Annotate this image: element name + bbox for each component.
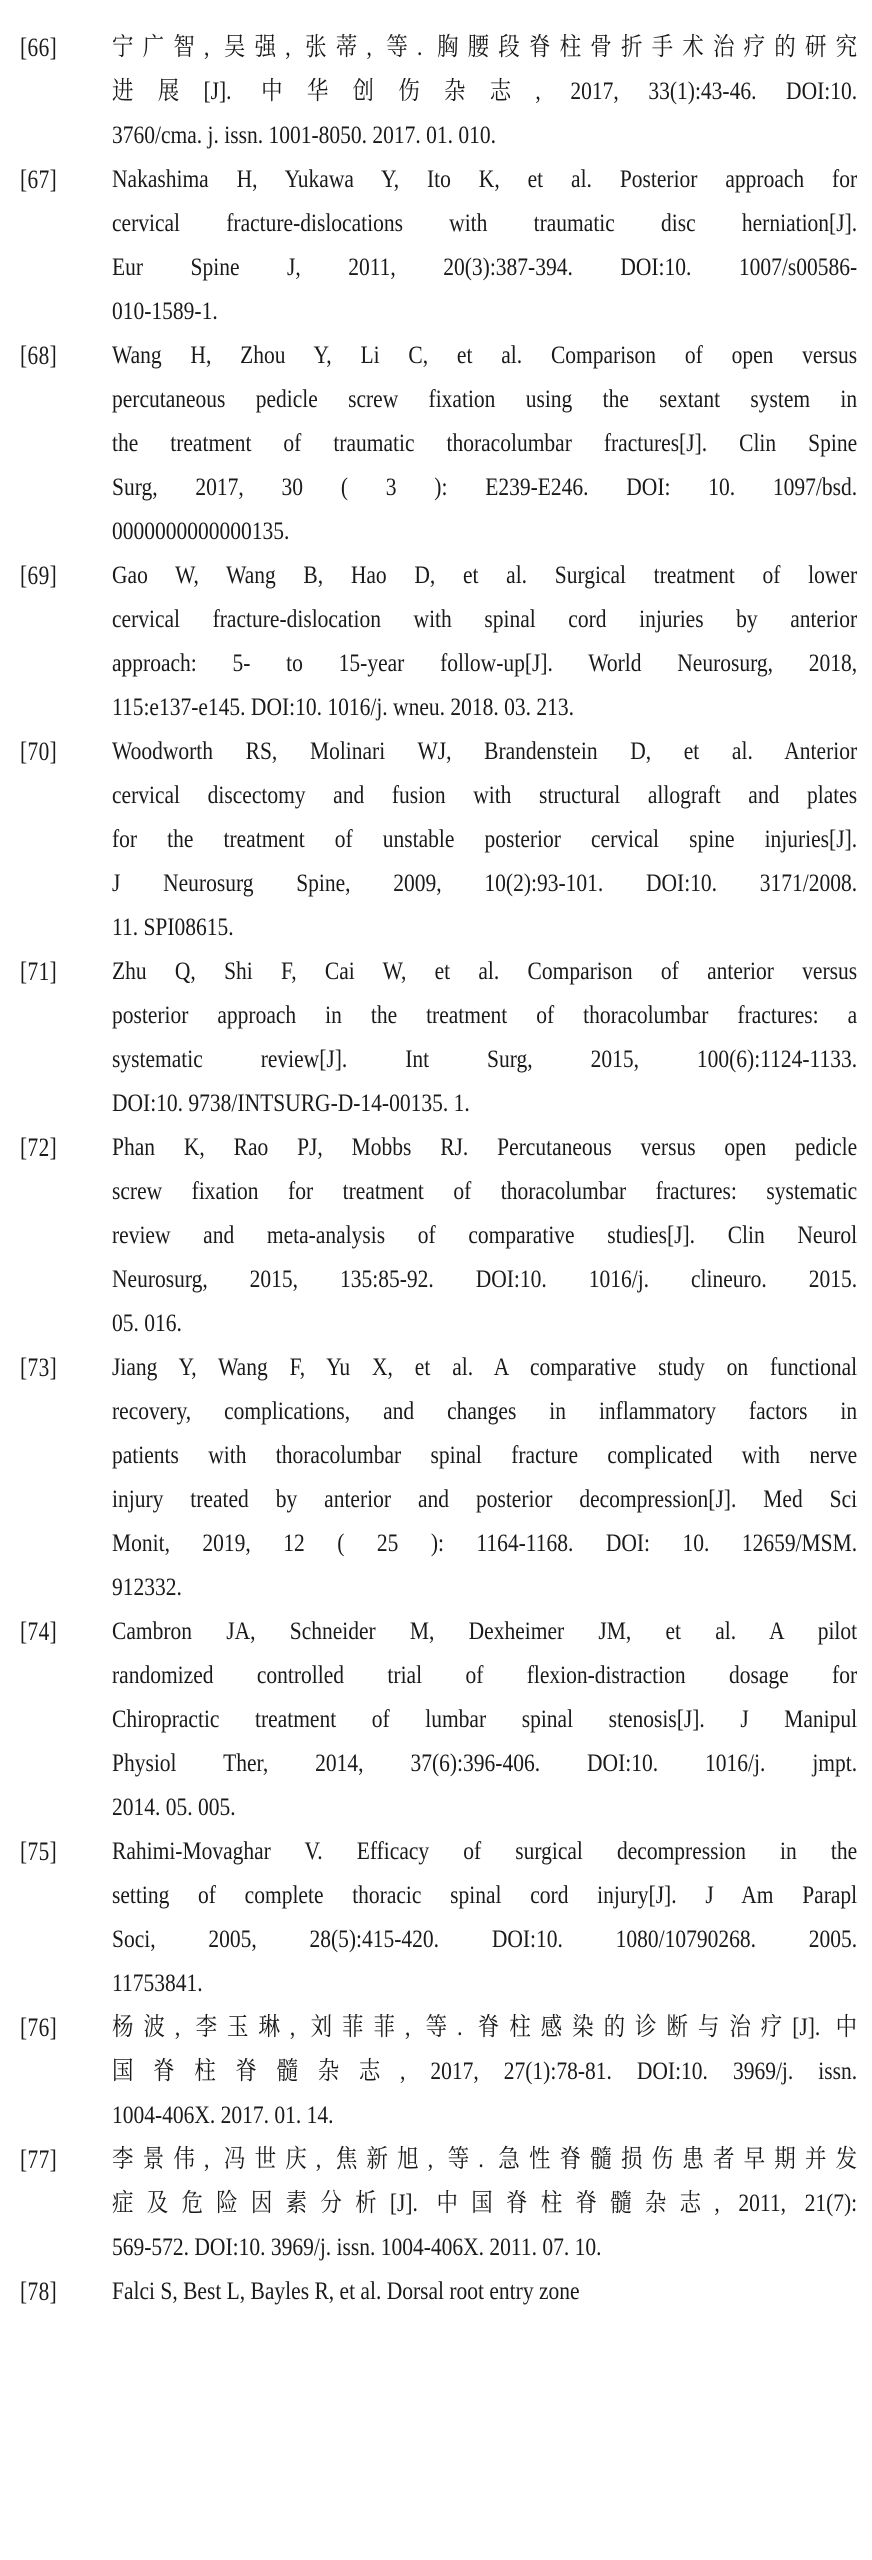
reference-line	[112, 1786, 857, 1830]
reference-line	[112, 246, 857, 290]
reference-line-text: 11. SPI08615.	[112, 914, 234, 941]
reference-line	[112, 1346, 857, 1390]
reference-line-text: 05. 016.	[112, 1310, 182, 1337]
reference-text	[112, 334, 857, 554]
reference-line-text: 2014. 05. 005.	[112, 1794, 236, 1821]
reference-line	[112, 466, 857, 510]
reference-text	[112, 2270, 857, 2314]
reference-line	[112, 1478, 857, 1522]
reference-entry	[0, 2138, 872, 2270]
reference-line-text: 进展[J]. 中华创伤杂志, 2017, 33(1):43-46. DOI:10.	[112, 78, 858, 105]
reference-line-text: 0000000000000135.	[112, 518, 290, 545]
reference-entry	[0, 26, 872, 158]
reference-line-text: randomized controlled trial of flexion-distraction dosage for	[112, 1662, 858, 1689]
reference-line	[112, 1390, 857, 1434]
reference-text	[112, 1126, 857, 1346]
reference-text	[112, 2006, 857, 2138]
reference-line-text: patients with thoracolumbar spinal fracture complicated with nerve	[112, 1442, 858, 1469]
reference-line-text: 国脊柱脊髓杂志, 2017, 27(1):78-81. DOI:10. 3969/j. issn.	[112, 2058, 858, 2085]
reference-number: [70]	[20, 737, 58, 766]
reference-line-text: 杨波, 李玉琳, 刘菲菲, 等. 脊柱感染的诊断与治疗[J]. 中	[112, 2014, 858, 2041]
reference-line-text: injury treated by anterior and posterior decompression[J]. Med Sci	[112, 1486, 858, 1513]
reference-text	[112, 1346, 857, 1610]
reference-line-text: approach: 5- to 15-year follow-up[J]. World Neurosurg, 2018,	[112, 650, 858, 677]
reference-text	[112, 1610, 857, 1830]
reference-line-text: recovery, complications, and changes in inflammatory factors in	[112, 1398, 858, 1425]
reference-line	[112, 2226, 857, 2270]
reference-line-text: J Neurosurg Spine, 2009, 10(2):93-101. DOI:10. 3171/2008.	[112, 870, 858, 897]
reference-line-text: Physiol Ther, 2014, 37(6):396-406. DOI:10. 1016/j. jmpt.	[112, 1750, 858, 1777]
reference-number: [74]	[20, 1617, 58, 1646]
reference-text	[112, 730, 857, 950]
reference-line-text: Surg, 2017, 30 ( 3 ): E239-E246. DOI: 10. 1097/bsd.	[112, 474, 858, 501]
reference-line	[112, 2050, 857, 2094]
reference-number: [66]	[20, 33, 58, 62]
reference-entry	[0, 730, 872, 950]
reference-line-text: review and meta-analysis of comparative studies[J]. Clin Neurol	[112, 1222, 858, 1249]
reference-line-text: Chiropractic treatment of lumbar spinal stenosis[J]. J Manipul	[112, 1706, 858, 1733]
reference-line	[112, 818, 857, 862]
reference-line	[112, 378, 857, 422]
reference-line	[112, 290, 857, 334]
reference-text	[112, 554, 857, 730]
reference-line-text: Nakashima H, Yukawa Y, Ito K, et al. Posterior approach for	[112, 166, 858, 193]
reference-number: [75]	[20, 1837, 58, 1866]
reference-number: [78]	[20, 2277, 58, 2306]
reference-text	[112, 26, 857, 158]
reference-line-text: 李景伟, 冯世庆, 焦新旭, 等. 急性脊髓损伤患者早期并发	[112, 2146, 858, 2173]
reference-line	[112, 730, 857, 774]
reference-entry	[0, 158, 872, 334]
reference-line	[112, 1522, 857, 1566]
reference-line	[112, 642, 857, 686]
reference-line-text: posterior approach in the treatment of thoracolumbar fractures: a	[112, 1002, 858, 1029]
reference-line	[112, 1434, 857, 1478]
reference-line	[112, 1566, 857, 1610]
reference-line	[112, 1258, 857, 1302]
reference-line	[112, 114, 857, 158]
reference-line-text: Woodworth RS, Molinari WJ, Brandenstein D, et al. Anterior	[112, 738, 858, 765]
reference-line	[112, 1038, 857, 1082]
reference-line-text: 115:e137-e145. DOI:10. 1016/j. wneu. 2018. 03. 213.	[112, 694, 575, 721]
reference-text	[112, 2138, 857, 2270]
reference-line	[112, 994, 857, 1038]
reference-line	[112, 1654, 857, 1698]
reference-line	[112, 686, 857, 730]
reference-number: [73]	[20, 1353, 58, 1382]
reference-line	[112, 950, 857, 994]
reference-line	[112, 2182, 857, 2226]
reference-line	[112, 554, 857, 598]
reference-line-text: cervical fracture-dislocations with traumatic disc herniation[J].	[112, 210, 858, 237]
reference-number: [67]	[20, 165, 58, 194]
reference-text	[112, 158, 857, 334]
reference-line-text: Gao W, Wang B, Hao D, et al. Surgical treatment of lower	[112, 562, 858, 589]
reference-entry	[0, 2270, 872, 2314]
reference-line-text: DOI:10. 9738/INTSURG-D-14-00135. 1.	[112, 1090, 470, 1117]
reference-line	[112, 158, 857, 202]
reference-entry	[0, 1830, 872, 2006]
reference-line	[112, 774, 857, 818]
reference-line-text: Phan K, Rao PJ, Mobbs RJ. Percutaneous versus open pedicle	[112, 1134, 858, 1161]
reference-line	[112, 26, 857, 70]
reference-line	[112, 1214, 857, 1258]
reference-line	[112, 1830, 857, 1874]
reference-line	[112, 906, 857, 950]
reference-line-text: 11753841.	[112, 1970, 203, 1997]
reference-entry	[0, 950, 872, 1126]
reference-line	[112, 2006, 857, 2050]
reference-line	[112, 1170, 857, 1214]
reference-line	[112, 862, 857, 906]
reference-line-text: Neurosurg, 2015, 135:85-92. DOI:10. 1016/j. clineuro. 2015.	[112, 1266, 858, 1293]
reference-line-text: setting of complete thoracic spinal cord injury[J]. J Am Parapl	[112, 1882, 858, 1909]
reference-line-text: screw fixation for treatment of thoracolumbar fractures: systematic	[112, 1178, 858, 1205]
reference-line	[112, 2094, 857, 2138]
reference-line-text: Jiang Y, Wang F, Yu X, et al. A comparative study on functional	[112, 1354, 858, 1381]
reference-entry	[0, 1610, 872, 1830]
reference-line	[112, 2138, 857, 2182]
reference-line-text: 569-572. DOI:10. 3969/j. issn. 1004-406X. 2011. 07. 10.	[112, 2234, 602, 2261]
reference-line	[112, 1742, 857, 1786]
reference-line	[112, 334, 857, 378]
reference-number: [72]	[20, 1133, 58, 1162]
reference-line-text: systematic review[J]. Int Surg, 2015, 100(6):1124-1133.	[112, 1046, 858, 1073]
reference-number: [69]	[20, 561, 58, 590]
reference-line-text: cervical discectomy and fusion with structural allograft and plates	[112, 782, 858, 809]
reference-line-text: 症及危险因素分析[J]. 中国脊柱脊髓杂志, 2011, 21(7):	[112, 2190, 858, 2217]
reference-line	[112, 1126, 857, 1170]
reference-line	[112, 1962, 857, 2006]
reference-line	[112, 70, 857, 114]
reference-line-text: Soci, 2005, 28(5):415-420. DOI:10. 1080/10790268. 2005.	[112, 1926, 858, 1953]
reference-line-text: 010-1589-1.	[112, 298, 218, 325]
reference-line-text: 3760/cma. j. issn. 1001-8050. 2017. 01. 010.	[112, 122, 497, 149]
reference-line-text: Wang H, Zhou Y, Li C, et al. Comparison of open versus	[112, 342, 858, 369]
reference-line-text: cervical fracture-dislocation with spinal cord injuries by anterior	[112, 606, 858, 633]
reference-entry	[0, 2006, 872, 2138]
reference-line-text: Zhu Q, Shi F, Cai W, et al. Comparison of anterior versus	[112, 958, 858, 985]
reference-line-text: 1004-406X. 2017. 01. 14.	[112, 2102, 334, 2129]
reference-line-text: Monit, 2019, 12 ( 25 ): 1164-1168. DOI: 10. 12659/MSM.	[112, 1530, 858, 1557]
reference-number: [71]	[20, 957, 58, 986]
reference-line	[112, 422, 857, 466]
reference-line-text: for the treatment of unstable posterior cervical spine injuries[J].	[112, 826, 858, 853]
reference-entry	[0, 554, 872, 730]
reference-entry	[0, 1346, 872, 1610]
reference-number: [76]	[20, 2013, 58, 2042]
reference-number: [68]	[20, 341, 58, 370]
reference-line	[112, 1918, 857, 1962]
reference-number: [77]	[20, 2145, 58, 2174]
reference-entry	[0, 1126, 872, 1346]
reference-line-text: Falci S, Best L, Bayles R, et al. Dorsal root entry zone	[112, 2278, 580, 2305]
reference-line	[112, 202, 857, 246]
reference-line-text: percutaneous pedicle screw fixation using the sextant system in	[112, 386, 858, 413]
reference-line	[112, 1302, 857, 1346]
reference-line	[112, 598, 857, 642]
reference-line-text: Eur Spine J, 2011, 20(3):387-394. DOI:10. 1007/s00586-	[112, 254, 858, 281]
reference-text	[112, 1830, 857, 2006]
reference-line	[112, 510, 857, 554]
reference-line	[112, 1082, 857, 1126]
reference-line-text: 宁广智, 吴强, 张蒂, 等. 胸腰段脊柱骨折手术治疗的研究	[112, 34, 858, 61]
reference-line	[112, 1610, 857, 1654]
reference-line	[112, 1874, 857, 1918]
reference-line-text: Cambron JA, Schneider M, Dexheimer JM, et al. A pilot	[112, 1618, 858, 1645]
reference-line-text: Rahimi-Movaghar V. Efficacy of surgical decompression in the	[112, 1838, 858, 1865]
reference-text	[112, 950, 857, 1126]
reference-line	[112, 1698, 857, 1742]
reference-line	[112, 2270, 857, 2314]
reference-line-text: 912332.	[112, 1574, 182, 1601]
reference-line-text: the treatment of traumatic thoracolumbar fractures[J]. Clin Spine	[112, 430, 858, 457]
reference-entry	[0, 334, 872, 554]
